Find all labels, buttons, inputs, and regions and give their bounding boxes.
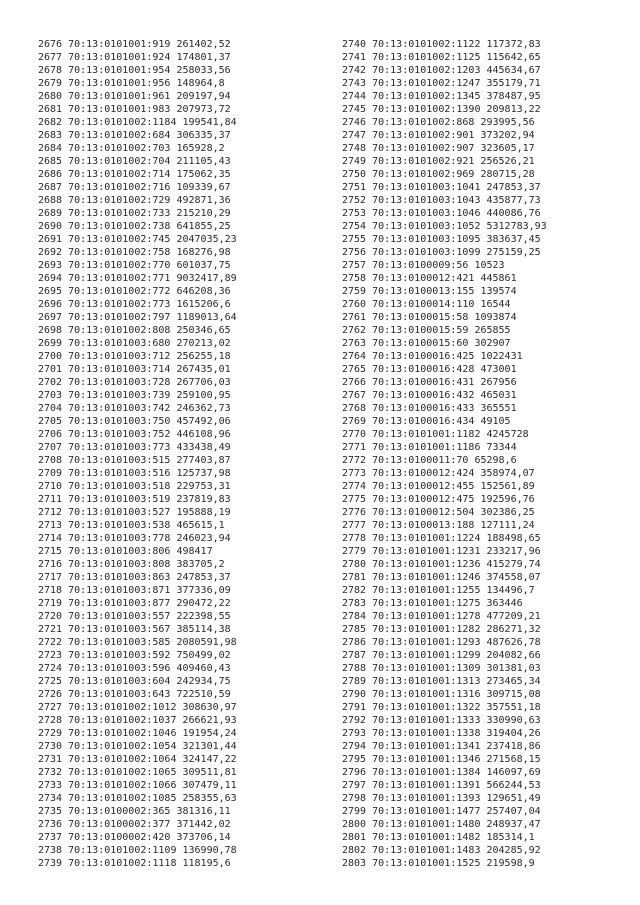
record-row: 2712 70:13:0101003:527 195888,19 xyxy=(38,507,231,518)
record-row: 2679 70:13:0101001:956 148964,8 xyxy=(38,78,225,89)
record-row: 2774 70:13:0100012:455 152561,89 xyxy=(342,481,535,492)
record-row: 2734 70:13:0101002:1085 258355,63 xyxy=(38,793,237,804)
record-row: 2685 70:13:0101002:704 211105,43 xyxy=(38,156,231,167)
record-row: 2730 70:13:0101002:1054 321301,44 xyxy=(38,741,237,752)
record-row: 2747 70:13:0101002:901 373202,94 xyxy=(342,130,535,141)
record-row: 2693 70:13:0101002:770 601037,75 xyxy=(38,260,231,271)
record-row: 2756 70:13:0101003:1099 275159,25 xyxy=(342,247,541,258)
record-row: 2779 70:13:0101001:1231 233217,96 xyxy=(342,546,541,557)
record-row: 2780 70:13:0101001:1236 415279,74 xyxy=(342,559,541,570)
record-row: 2680 70:13:0101001:961 209197,94 xyxy=(38,91,231,102)
record-row: 2787 70:13:0101001:1299 204082,66 xyxy=(342,650,541,661)
record-row: 2737 70:13:0100002:420 373706,14 xyxy=(38,832,231,843)
record-row: 2719 70:13:0101003:877 290472,22 xyxy=(38,598,231,609)
record-row: 2704 70:13:0101003:742 246362,73 xyxy=(38,403,231,414)
record-row: 2678 70:13:0101001:954 258033,56 xyxy=(38,65,231,76)
record-row: 2703 70:13:0101003:739 259100,95 xyxy=(38,390,231,401)
record-row: 2724 70:13:0101003:596 409460,43 xyxy=(38,663,231,674)
record-row: 2722 70:13:0101003:585 2080591,98 xyxy=(38,637,237,648)
record-row: 2746 70:13:0101002:868 293995,56 xyxy=(342,117,535,128)
record-row: 2682 70:13:0101002:1184 199541,84 xyxy=(38,117,237,128)
record-row: 2687 70:13:0101002:716 109339,67 xyxy=(38,182,231,193)
record-row: 2778 70:13:0101001:1224 188498,65 xyxy=(342,533,541,544)
record-row: 2731 70:13:0101002:1064 324147,22 xyxy=(38,754,237,765)
record-row: 2726 70:13:0101003:643 722510,59 xyxy=(38,689,231,700)
record-row: 2736 70:13:0100002:377 371442,02 xyxy=(38,819,231,830)
record-row: 2707 70:13:0101003:773 433438,49 xyxy=(38,442,231,453)
record-row: 2769 70:13:0100016:434 49105 xyxy=(342,416,511,427)
record-row: 2803 70:13:0101001:1525 219598,9 xyxy=(342,858,535,869)
record-row: 2786 70:13:0101001:1293 487626,78 xyxy=(342,637,541,648)
record-row: 2715 70:13:0101003:806 498417 xyxy=(38,546,213,557)
record-row: 2797 70:13:0101001:1391 566244,53 xyxy=(342,780,541,791)
record-row: 2705 70:13:0101003:750 457492,06 xyxy=(38,416,231,427)
record-row: 2764 70:13:0100016:425 1022431 xyxy=(342,351,523,362)
record-row: 2741 70:13:0101002:1125 115642,65 xyxy=(342,52,541,63)
record-row: 2759 70:13:0100013:155 139574 xyxy=(342,286,517,297)
record-row: 2720 70:13:0101003:557 222398,55 xyxy=(38,611,231,622)
record-row: 2761 70:13:0100015:58 1093874 xyxy=(342,312,517,323)
record-row: 2700 70:13:0101003:712 256255,18 xyxy=(38,351,231,362)
record-row: 2748 70:13:0101002:907 323605,17 xyxy=(342,143,535,154)
record-row: 2777 70:13:0100013:188 127111,24 xyxy=(342,520,535,531)
record-row: 2740 70:13:0101002:1122 117372,83 xyxy=(342,39,541,50)
record-row: 2800 70:13:0101001:1480 248937,47 xyxy=(342,819,541,830)
record-row: 2760 70:13:0100014:110 16544 xyxy=(342,299,511,310)
record-row: 2697 70:13:0101002:797 1189013,64 xyxy=(38,312,237,323)
record-row: 2796 70:13:0101001:1384 146097,69 xyxy=(342,767,541,778)
record-row: 2757 70:13:0100009:56 10523 xyxy=(342,260,505,271)
record-row: 2727 70:13:0101002:1012 308630,97 xyxy=(38,702,237,713)
record-row: 2781 70:13:0101001:1246 374558,07 xyxy=(342,572,541,583)
record-row: 2721 70:13:0101003:567 385114,38 xyxy=(38,624,231,635)
record-row: 2792 70:13:0101001:1333 330990,63 xyxy=(342,715,541,726)
record-row: 2738 70:13:0101002:1109 136990,78 xyxy=(38,845,237,856)
record-row: 2735 70:13:0100002:365 381316,11 xyxy=(38,806,231,817)
record-row: 2751 70:13:0101003:1041 247853,37 xyxy=(342,182,541,193)
record-row: 2732 70:13:0101002:1065 309511,81 xyxy=(38,767,237,778)
record-row: 2799 70:13:0101001:1477 257407,04 xyxy=(342,806,541,817)
record-row: 2776 70:13:0100012:504 302386,25 xyxy=(342,507,535,518)
record-row: 2717 70:13:0101003:863 247853,37 xyxy=(38,572,231,583)
record-row: 2763 70:13:0100015:60 302907 xyxy=(342,338,511,349)
record-row: 2766 70:13:0100016:431 267956 xyxy=(342,377,517,388)
record-row: 2743 70:13:0101002:1247 355179,71 xyxy=(342,78,541,89)
record-row: 2784 70:13:0101001:1278 477209,21 xyxy=(342,611,541,622)
record-row: 2714 70:13:0101003:778 246023,94 xyxy=(38,533,231,544)
record-row: 2768 70:13:0100016:433 365551 xyxy=(342,403,517,414)
record-row: 2770 70:13:0101001:1182 4245728 xyxy=(342,429,529,440)
record-row: 2718 70:13:0101003:871 377336,09 xyxy=(38,585,231,596)
record-row: 2789 70:13:0101001:1313 273465,34 xyxy=(342,676,541,687)
record-row: 2699 70:13:0101003:680 270213,02 xyxy=(38,338,231,349)
record-row: 2676 70:13:0101001:919 261402,52 xyxy=(38,39,231,50)
record-row: 2716 70:13:0101003:808 383705,2 xyxy=(38,559,225,570)
record-row: 2677 70:13:0101001:924 174801,37 xyxy=(38,52,231,63)
record-row: 2739 70:13:0101002:1118 118195,6 xyxy=(38,858,231,869)
record-row: 2782 70:13:0101001:1255 134496,7 xyxy=(342,585,535,596)
record-row: 2791 70:13:0101001:1322 357551,18 xyxy=(342,702,541,713)
record-row: 2711 70:13:0101003:519 237819,83 xyxy=(38,494,231,505)
record-row: 2753 70:13:0101003:1046 440086,76 xyxy=(342,208,541,219)
record-row: 2785 70:13:0101001:1282 286271,32 xyxy=(342,624,541,635)
record-row: 2754 70:13:0101003:1052 5312783,93 xyxy=(342,221,547,232)
record-row: 2681 70:13:0101001:983 207973,72 xyxy=(38,104,231,115)
record-row: 2790 70:13:0101001:1316 309715,08 xyxy=(342,689,541,700)
record-row: 2749 70:13:0101002:921 256526,21 xyxy=(342,156,535,167)
record-row: 2708 70:13:0101003:515 277403,87 xyxy=(38,455,231,466)
record-row: 2801 70:13:0101001:1482 185314,1 xyxy=(342,832,535,843)
record-row: 2765 70:13:0100016:428 473001 xyxy=(342,364,517,375)
record-row: 2775 70:13:0100012:475 192596,76 xyxy=(342,494,535,505)
record-row: 2686 70:13:0101002:714 175062,35 xyxy=(38,169,231,180)
record-row: 2744 70:13:0101002:1345 378487,95 xyxy=(342,91,541,102)
record-row: 2701 70:13:0101003:714 267435,01 xyxy=(38,364,231,375)
record-row: 2728 70:13:0101002:1037 266621,93 xyxy=(38,715,237,726)
record-row: 2684 70:13:0101002:703 165928,2 xyxy=(38,143,225,154)
record-row: 2702 70:13:0101003:728 267706,03 xyxy=(38,377,231,388)
record-row: 2713 70:13:0101003:538 465615,1 xyxy=(38,520,225,531)
record-row: 2758 70:13:0100012:421 445861 xyxy=(342,273,517,284)
record-row: 2773 70:13:0100012:424 358974,07 xyxy=(342,468,535,479)
record-row: 2725 70:13:0101003:604 242934,75 xyxy=(38,676,231,687)
record-row: 2794 70:13:0101001:1341 237418,86 xyxy=(342,741,541,752)
record-row: 2767 70:13:0100016:432 465031 xyxy=(342,390,517,401)
record-row: 2696 70:13:0101002:773 1615206,6 xyxy=(38,299,231,310)
record-row: 2793 70:13:0101001:1338 319404,26 xyxy=(342,728,541,739)
record-row: 2755 70:13:0101003:1095 383637,45 xyxy=(342,234,541,245)
record-row: 2798 70:13:0101001:1393 129651,49 xyxy=(342,793,541,804)
record-row: 2691 70:13:0101002:745 2047035,23 xyxy=(38,234,237,245)
right-record-column xyxy=(342,38,547,870)
record-row: 2750 70:13:0101002:969 280715,28 xyxy=(342,169,535,180)
record-row: 2729 70:13:0101002:1046 191954,24 xyxy=(38,728,237,739)
record-row: 2694 70:13:0101002:771 9032417,89 xyxy=(38,273,237,284)
record-row: 2788 70:13:0101001:1309 301381,03 xyxy=(342,663,541,674)
record-row: 2690 70:13:0101002:738 641855,25 xyxy=(38,221,231,232)
record-row: 2695 70:13:0101002:772 646208,36 xyxy=(38,286,231,297)
record-row: 2752 70:13:0101003:1043 435877,73 xyxy=(342,195,541,206)
record-row: 2742 70:13:0101002:1203 445634,67 xyxy=(342,65,541,76)
record-row: 2723 70:13:0101003:592 750499,02 xyxy=(38,650,231,661)
record-row: 2795 70:13:0101001:1346 271568,15 xyxy=(342,754,541,765)
record-row: 2762 70:13:0100015:59 265855 xyxy=(342,325,511,336)
record-row: 2709 70:13:0101003:516 125737,98 xyxy=(38,468,231,479)
record-row: 2771 70:13:0101001:1186 73344 xyxy=(342,442,517,453)
record-row: 2706 70:13:0101003:752 446108,96 xyxy=(38,429,231,440)
record-row: 2745 70:13:0101002:1390 209813,22 xyxy=(342,104,541,115)
record-row: 2733 70:13:0101002:1066 307479,11 xyxy=(38,780,237,791)
record-row: 2688 70:13:0101002:729 492871,36 xyxy=(38,195,231,206)
record-row: 2692 70:13:0101002:758 168276,98 xyxy=(38,247,231,258)
left-record-column xyxy=(38,38,237,870)
record-row: 2783 70:13:0101001:1275 363446 xyxy=(342,598,523,609)
record-row: 2698 70:13:0101002:808 250346,65 xyxy=(38,325,231,336)
record-row: 2683 70:13:0101002:684 306335,37 xyxy=(38,130,231,141)
record-row: 2802 70:13:0101001:1483 204285,92 xyxy=(342,845,541,856)
record-row: 2710 70:13:0101003:518 229753,31 xyxy=(38,481,231,492)
record-row: 2772 70:13:0100011:70 65298,6 xyxy=(342,455,517,466)
record-row: 2689 70:13:0101002:733 215210,29 xyxy=(38,208,231,219)
